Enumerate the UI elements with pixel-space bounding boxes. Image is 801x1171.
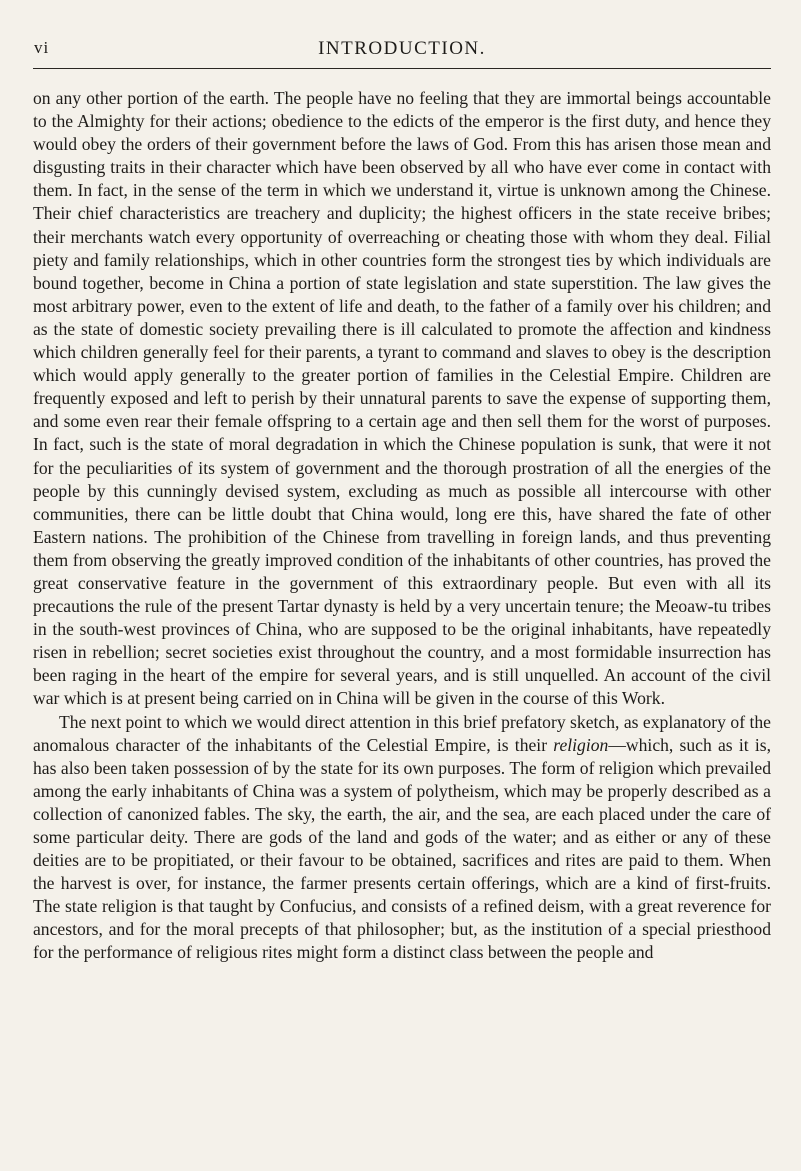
chapter-title: INTRODUCTION.: [318, 38, 486, 59]
paragraph-2-text-end: —which, such as it is, has also been taken possession of by the state for its own purposes. The form of religion which prevailed among the early inhabitants of China was a system of polytheism, which may be properly described as a collection of canonized fables. The sky, the earth, the air, and the sea, are each placed under the care of some particular deity. There are gods of the land and gods of the water; and as either or any of these deities are to be propitiated, or their favour to be obtained, sacrifices and rites are paid to them. When the harvest is over, for instance, the farmer presents certain offerings, which are a kind of first-fruits. The state religion is that taught by Confucius, and consists of a refined deism, with a great reverence for ancestors, and for the moral precepts of that philosopher; but, as the institution of a special priesthood for the performance of religious rites might form a distinct class between the people and: [33, 734, 771, 963]
paragraph-2-text-start: The next point to which we would direct attention in this brief prefatory sketch, as explanatory of the anomalous character of the inhabitants of the Celestial Empire, is their: [33, 711, 771, 755]
body-text: [33, 87, 771, 965]
running-head: [33, 38, 771, 69]
paragraph-1: on any other portion of the earth. The people have no feeling that they are immortal beings accountable to the Almighty for their actions; obedience to the edicts of the emperor is the first duty, and hence they would obey the orders of their government before the laws of God. From this has arisen those mean and disgusting traits in their character which have been observed by all who have ever come in contact with them. In fact, in the sense of the term in which we understand it, virtue is unknown among the Chinese. Their chief characteristics are treachery and duplicity; the highest officers in the state receive bribes; their merchants watch every opportunity of overreaching or cheating those with whom they deal. Filial piety and family relationships, which in other countries form the strongest ties by which individuals are bound together, become in China a portion of state legislation and state superstition. The law gives the most arbitrary power, even to the extent of life and death, to the father of a family over his children; and as the state of domestic society prevailing there is ill calculated to promote the affection and kindness which children generally feel for their parents, a tyrant to command and slaves to obey is the description which would apply generally to the greater portion of families in the Celestial Empire. Children are frequently exposed and left to perish by their unnatural parents to save the expense of supporting them, and some even rear their female offspring to a certain age and then sell them for the worst of purposes. In fact, such is the state of moral degradation in which the Chinese population is sunk, that were it not for the peculiarities of its system of government and the thorough prostration of all the energies of the people by this cunningly devised system, excluding as much as possible all intercourse with other communities, there can be little doubt that China would, long ere this, have shared the fate of other Eastern nations. The prohibition of the Chinese from travelling in foreign lands, and thus preventing them from observing the greatly improved condition of the inhabitants of other countries, has proved the great conservative feature in the government of this extraordinary people. But even with all its precautions the rule of the present Tartar dynasty is held by a very uncertain tenure; the Meoaw-tu tribes in the south-west provinces of China, who are supposed to be the original inhabitants, have repeatedly risen in rebellion; secret societies exist throughout the country, and a most formidable insurrection has been raging in the heart of the empire for several years, and is still unquelled. An account of the civil war which is at present being carried on in China will be given in the course of this Work.: [33, 88, 771, 709]
paragraph-2: [33, 711, 771, 965]
page-number: vi: [34, 38, 50, 57]
emphasis-religion: religion: [553, 734, 609, 755]
